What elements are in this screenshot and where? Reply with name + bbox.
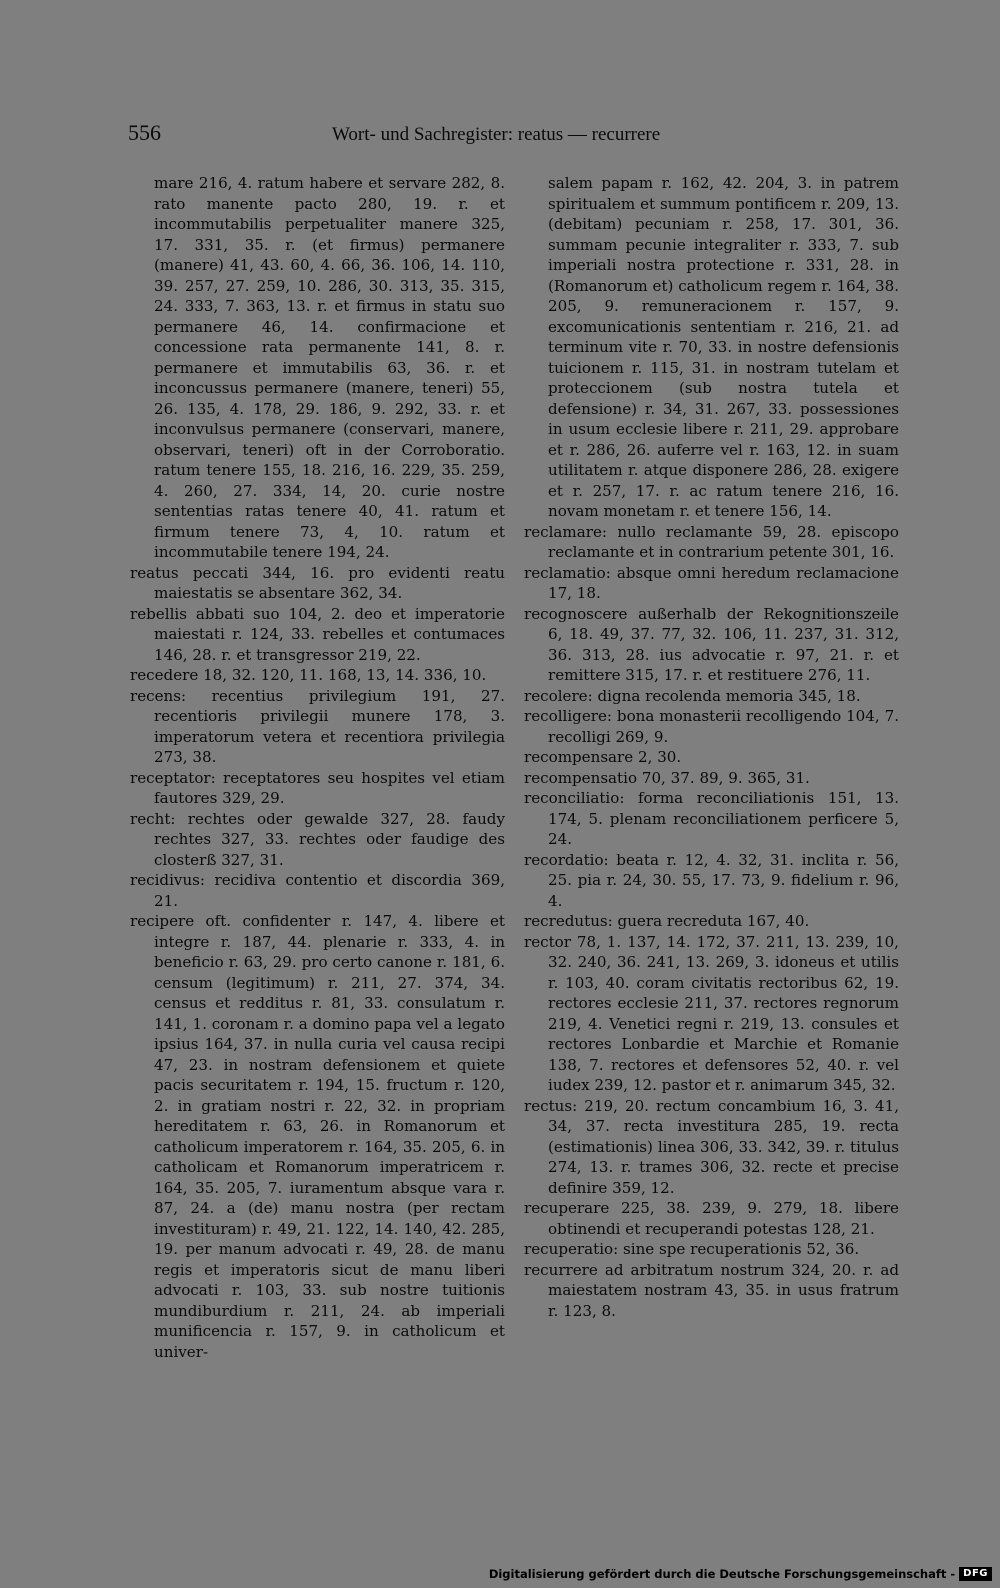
index-entry: rector 78, 1. 137, 14. 172, 37. 211, 13. 239, 10, 32. 240, 36. 241, 13. 269, 3. idoneus et utilis r. 103, 40. coram civitatis rectoribus 62, 19. rectores ecclesie 211, 37. rectores regnorum 219, 4. Venetici regni r. 219, 13. consules et rectores Lonbardie et Marchie et Romanie 138, 7. rectores et defensores 52, 40. r. vel iudex 239, 12. pastor et r. animarum 345, 32. — [524, 932, 899, 1094]
index-entry: recordatio: beata r. 12, 4. 32, 31. inclita r. 56, 25. pia r. 24, 30. 55, 17. 73, 9. fidelium r. 96, 4. — [524, 850, 899, 910]
index-column-right — [524, 173, 899, 1321]
index-column-left — [130, 173, 505, 1362]
index-entry: recht: rechtes oder gewalde 327, 28. faudy rechtes 327, 33. rechtes oder faudige des closterß 327, 31. — [130, 809, 505, 869]
index-entry: salem papam r. 162, 42. 204, 3. in patrem spiritualem et summum pontificem r. 209, 13. (debitam) pecuniam r. 258, 17. 301, 36. summam pecunie integraliter r. 333, 7. sub imperiali nostra protectione r. 331, 28. in (Romanorum et) catholicum regem r. 164, 38. 205, 9. remuneracionem r. 157, 9. excomunicationis sententiam r. 216, 21. ad terminum vite r. 70, 33. in nostre defensionis tuicionem r. 115, 31. in nostram tutelam et proteccionem (sub nostra tutela et defensione) r. 34, 31. 267, 33. possessiones in usum ecclesie libere r. 211, 29. approbare et r. 286, 26. auferre vel r. 163, 12. in suam utilitatem r. atque disponere 286, 28. exigere et r. 257, 17. r. ac ratum tenere 216, 16. novam monetam r. et tenere 156, 14. — [548, 174, 899, 520]
index-entry: rectus: 219, 20. rectum concambium 16, 3. 41, 34, 37. recta investitura 285, 19. recta (estimationis) linea 306, 33. 342, 39. r. titulus 274, 13. r. trames 306, 32. recte et precise definire 359, 12. — [524, 1096, 899, 1197]
page-number: 556 — [128, 120, 161, 145]
running-head: Wort- und Sachregister: reatus — recurrere — [332, 124, 661, 145]
index-entry: reclamare: nullo reclamante 59, 28. episcopo reclamante et in contrarium petente 301, 16. — [524, 522, 899, 561]
index-entry: recedere 18, 32. 120, 11. 168, 13, 14. 336, 10. — [130, 666, 487, 684]
footer-credit — [489, 1567, 992, 1581]
dfg-logo: DFG — [959, 1567, 992, 1581]
index-entry: recens: recentius privilegium 191, 27. recentioris privilegii munere 178, 3. imperatorum vetera et recentiora privilegia 273, 38. — [130, 686, 505, 766]
index-entry: rebellis abbati suo 104, 2. deo et imperatorie maiestati r. 124, 33. rebelles et contumaces 146, 28. r. et transgressor 219, 22. — [130, 604, 505, 664]
index-entry: recipere oft. confidenter r. 147, 4. libere et integre r. 187, 44. plenarie r. 333, 4. in beneficio r. 63, 29. pro certo canone r. 181, 6. censum (legitimum) r. 211, 27. 374, 34. census et redditus r. 81, 33. consulatum r. 141, 1. coronam r. a domino papa vel a legato ipsius 164, 37. in nulla curia vel causa recipi 47, 23. in nostram defensionem et quiete pacis securitatem r. 194, 15. fructum r. 120, 2. in gratiam nostri r. 22, 32. in propriam hereditatem r. 63, 26. in Romanorum et catholicum imperatorem r. 164, 35. 205, 6. in catholicam et Romanorum imperatricem r. 164, 35. 205, 7. iuramentum absque vara r. 87, 24. a (de) manu nostra (per rectam investituram) r. 49, 21. 122, 14. 140, 42. 285, 19. per manum advocati r. 49, 28. de manu regis et imperatoris sicut de manu liberi advocati r. 103, 33. sub nostre tuitionis mundiburdium r. 211, 24. ab imperiali munificencia r. 157, 9. in catholicum et univer- — [130, 912, 505, 1361]
index-entry: recompensatio 70, 37. 89, 9. 365, 31. — [524, 768, 810, 787]
index-entry: reatus peccati 344, 16. pro evidenti reatu maiestatis se absentare 362, 34. — [130, 563, 505, 602]
index-entry: recognoscere außerhalb der Rekognitionszeile 6, 18. 49, 37. 77, 32. 106, 11. 237, 31. 312, 36. 313, 28. ius advocatie r. 97, 21. r. et remittere 315, 17. r. et restituere 276, 11. — [524, 604, 899, 684]
index-entry: recolere: digna recolenda memoria 345, 18. — [524, 686, 861, 705]
index-entry: recompensare 2, 30. — [524, 748, 682, 766]
index-entry: recidivus: recidiva contentio et discordia 369, 21. — [130, 871, 505, 910]
index-entry: recurrere ad arbitratum nostrum 324, 20. r. ad maiestatem nostram 43, 35. in usus fratrum r. 123, 8. — [524, 1260, 899, 1320]
footer-text: Digitalisierung gefördert durch die Deutsche Forschungsgemeinschaft - — [488, 1567, 956, 1581]
index-entry: receptator: receptatores seu hospites vel etiam fautores 329, 29. — [130, 768, 505, 807]
index-entry: recuperatio: sine spe recuperationis 52, 36. — [524, 1240, 860, 1258]
index-entry: reclamatio: absque omni heredum reclamacione 17, 18. — [524, 563, 899, 602]
index-entry: recolligere: bona monasterii recolligendo 104, 7. recolligi 269, 9. — [524, 707, 899, 746]
index-entry: mare 216, 4. ratum habere et servare 282, 8. rato manente pacto 280, 19. r. et incommutabilis perpetualiter manere 325, 17. 331, 35. r. (et firmus) permanere (manere) 41, 43. 60, 4. 66, 36. 106, 14. 110, 39. 257, 27. 259, 10. 286, 30. 313, 35. 315, 24. 333, 7. 363, 13. r. et firmus in statu suo permanere 46, 14. confirmacione et concessione rata permanente 141, 8. r. permanere et immutabilis 63, 36. r. et inconcussus permanere (manere, teneri) 55, 26. 135, 4. 178, 29. 186, 9. 292, 33. r. et inconvulsus permanere (conservari, manere, observari, teneri) oft in der Corroboratio. ratum tenere 155, 18. 216, 16. 229, 35. 259, 4. 260, 27. 334, 14, 20. curie nostre sententias ratas tenere 40, 41. ratum et firmum tenere 73, 4, 10. ratum et incommutabile tenere 194, 24. — [154, 174, 505, 561]
index-entry: reconciliatio: forma reconciliationis 151, 13. 174, 5. plenam reconciliationem perficere 5, 24. — [524, 789, 899, 848]
index-entry: recredutus: guera recreduta 167, 40. — [524, 912, 810, 930]
index-entry: recuperare 225, 38. 239, 9. 279, 18. libere obtinendi et recuperandi potestas 128, 21. — [524, 1199, 899, 1238]
